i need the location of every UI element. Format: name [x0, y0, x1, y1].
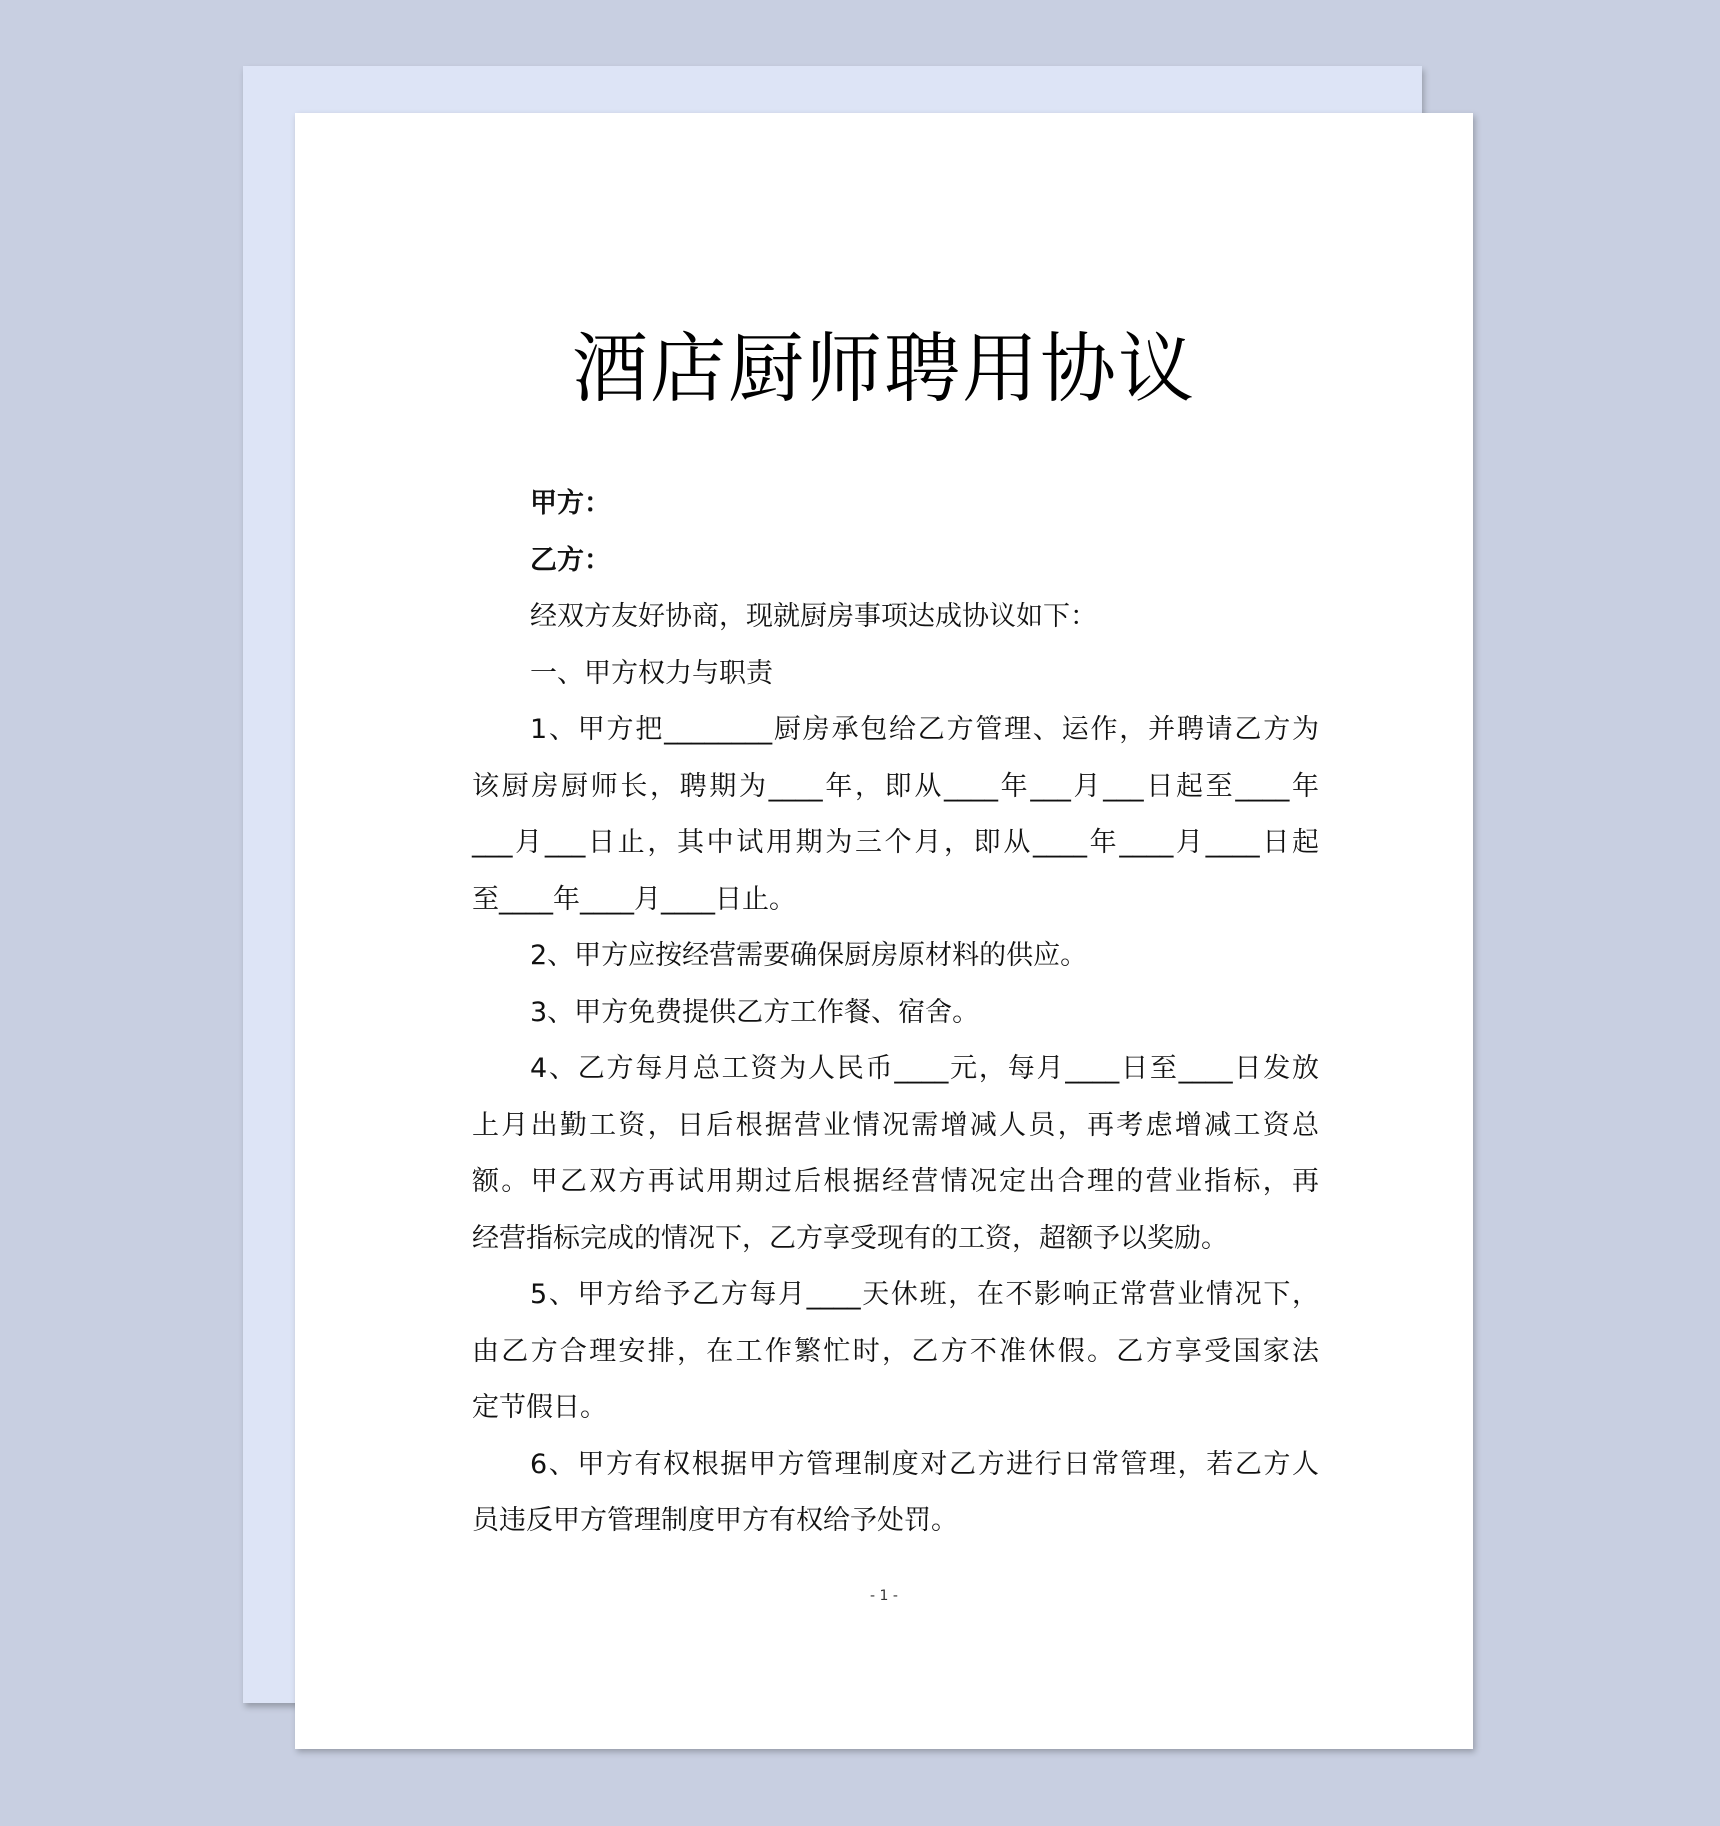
clause-5-line: 由乙方合理安排，在工作繁忙时，乙方不准休假。乙方享受国家法 [472, 1335, 1319, 1367]
clause-6-line: 6、甲方有权根据甲方管理制度对乙方进行日常管理，若乙方人 [530, 1448, 1319, 1480]
clause-2-line: 2、甲方应按经营需要确保厨房原材料的供应。 [530, 940, 1088, 971]
clause-3-line: 3、甲方免费提供乙方工作餐、宿舍。 [530, 996, 980, 1028]
page-number: - 1 - [870, 1588, 898, 1604]
clause-5-line: 5、甲方给予乙方每月____天休班，在不影响正常营业情况下， [530, 1279, 1319, 1310]
document-body [472, 476, 1319, 1550]
intro-text: 经双方友好协商，现就厨房事项达成协议如下： [530, 601, 1097, 632]
clause-1-line: 该厨房厨师长，聘期为____年，即从____年___月___日起至____年 [472, 770, 1319, 802]
document-title: 酒店厨师聘用协议 [572, 324, 1196, 413]
clause-4-line: 经营指标完成的情况下，乙方享受现有的工资，超额予以奖励。 [472, 1222, 1228, 1254]
clause-4-line: 额。甲乙双方再试用期过后根据经营情况定出合理的营业指标，再 [472, 1166, 1319, 1197]
clause-1-line: ___月___日止，其中试用期为三个月，即从____年____月____日起 [472, 827, 1319, 858]
clause-1-line: 1、甲方把________厨房承包给乙方管理、运作，并聘请乙方为 [530, 714, 1319, 745]
clause-4-line: 上月出勤工资，日后根据营业情况需增减人员，再考虑增减工资总 [472, 1109, 1319, 1141]
clause-6-line: 员违反甲方管理制度甲方有权给予处罚。 [472, 1505, 958, 1536]
clause-4-line: 4、乙方每月总工资为人民币____元，每月____日至____日发放 [530, 1053, 1319, 1084]
party-b-label: 乙方： [530, 544, 611, 576]
section-heading: 一、甲方权力与职责 [530, 657, 773, 689]
party-a-label: 甲方： [530, 488, 611, 519]
document-page [295, 113, 1473, 1749]
clause-5-line: 定节假日。 [472, 1392, 607, 1423]
clause-1-line: 至____年____月____日止。 [472, 883, 796, 915]
